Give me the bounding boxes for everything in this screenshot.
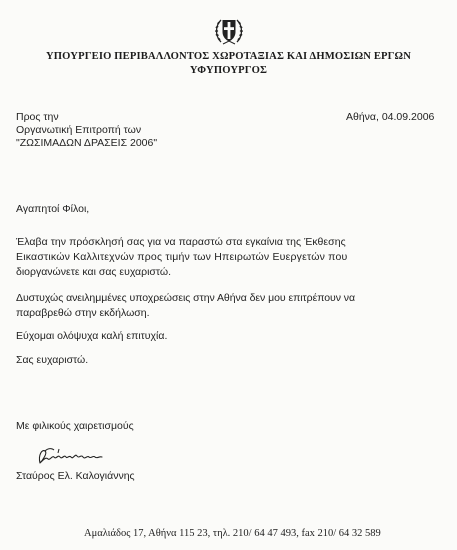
paragraph-2-line-1: Δυστυχώς ανειλημμένες υποχρεώσεις στην Αθήνα δεν μου επιτρέπουν να (16, 292, 356, 304)
greek-coat-of-arms-icon (212, 14, 246, 48)
letter-date: Αθήνα, 04.09.2006 (346, 111, 435, 123)
paragraph-3: Εύχομαι ολόψυχα καλή επιτυχία. (16, 330, 168, 342)
paragraph-1-line-3: διοργανώνετε και σας ευχαριστώ. (16, 266, 172, 278)
salutation: Αγαπητοί Φίλοι, (16, 203, 90, 215)
handwritten-signature (36, 445, 110, 467)
paragraph-1-line-1: Έλαβα την πρόσκλησή σας για να παραστώ στα εγκαίνια της Έκθεσης (16, 236, 346, 248)
recipient-line-1: Προς την (16, 111, 59, 123)
recipient-line-3: "ΖΩΣΙΜΑΔΩΝ ΔΡΑΣΕΙΣ 2006" (16, 137, 158, 149)
signer-name: Σταύρος Ελ. Καλογιάννης (16, 470, 135, 482)
paragraph-2-line-2: παραβρεθώ στην εκδήλωση. (16, 307, 150, 319)
ministry-subtitle: ΥΦΥΠΟΥΡΓΟΣ (189, 65, 268, 76)
closing-greeting: Με φιλικούς χαιρετισμούς (16, 420, 134, 432)
paragraph-4: Σας ευχαριστώ. (16, 354, 89, 366)
paragraph-1-line-2: Εικαστικών Καλλιτεχνών προς τιμήν των Ηπειρωτών Ευεργετών που (16, 251, 348, 263)
ministry-name: ΥΠΟΥΡΓΕΙΟ ΠΕΡΙΒΑΛΛΟΝΤΟΣ ΧΩΡΟΤΑΞΙΑΣ ΚΑΙ ΔΗΜΟΣΙΩΝ ΕΡΓΩΝ (45, 51, 411, 62)
recipient-line-2: Οργανωτική Επιτροπή των (16, 124, 142, 136)
footer-contact: Αμαλιάδος 17, Αθήνα 115 23, τηλ. 210/ 64 47 493, fax 210/ 64 32 589 (84, 528, 381, 539)
